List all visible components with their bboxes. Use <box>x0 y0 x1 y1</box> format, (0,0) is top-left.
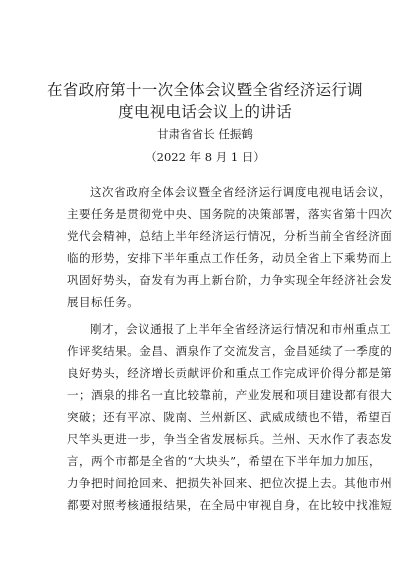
body-line: 党代会精神，总结上半年经济运行情况，分析当前全省经济面 <box>67 229 393 243</box>
body-line: 一；酒泉的排名一直比较靠前，产业发展和项目建设都有很大 <box>67 388 393 402</box>
document-title-line-2: 度电视电话会议上的讲话 <box>118 103 292 121</box>
body-line: 尺竿头更进一步，争当全省发展标兵。兰州、天水作了表态发 <box>67 432 393 446</box>
body-line: 临的形势，安排下半年重点工作任务，动员全省上下乘势而上 <box>67 251 393 265</box>
body-line: 刚才，会议通报了上半年全省经济运行情况和市州重点工 <box>90 322 392 336</box>
body-line: 作评奖结果。金昌、酒泉作了交流发言，金昌延续了一季度的 <box>67 344 393 358</box>
body-line: 这次省政府全体会议暨全省经济运行调度电视电话会议， <box>90 185 392 199</box>
body-line: 巩固好势头，奋发有为再上新台阶，力争实现全年经济社会发 <box>67 273 393 287</box>
body-line: 都要对照考核通报结果，在全局中审视自身，在比较中找准短 <box>67 498 393 512</box>
document-date: （2022 年 8 月 1 日） <box>145 150 265 164</box>
body-line: 良好势头，经济增长贡献评价和重点工作完成评价得分都是第 <box>67 366 393 380</box>
body-line: 言，两个市都是全省的“大块头”，希望在下半年加力加压， <box>67 454 382 468</box>
body-line: 主要任务是贯彻党中央、国务院的决策部署，落实省第十四次 <box>67 207 393 221</box>
document-author: 甘肃省省长 任振鹤 <box>157 127 253 141</box>
body-line: 展目标任务。 <box>67 295 140 309</box>
body-line: 力争把时间抢回来、把损失补回来、把位次提上去。其他市州 <box>67 476 393 490</box>
body-line: 突破；还有平凉、陇南、兰州新区、武威成绩也不错，希望百 <box>67 410 393 424</box>
document-title-line-1: 在省政府第十一次全体会议暨全省经济运行调 <box>46 81 363 99</box>
